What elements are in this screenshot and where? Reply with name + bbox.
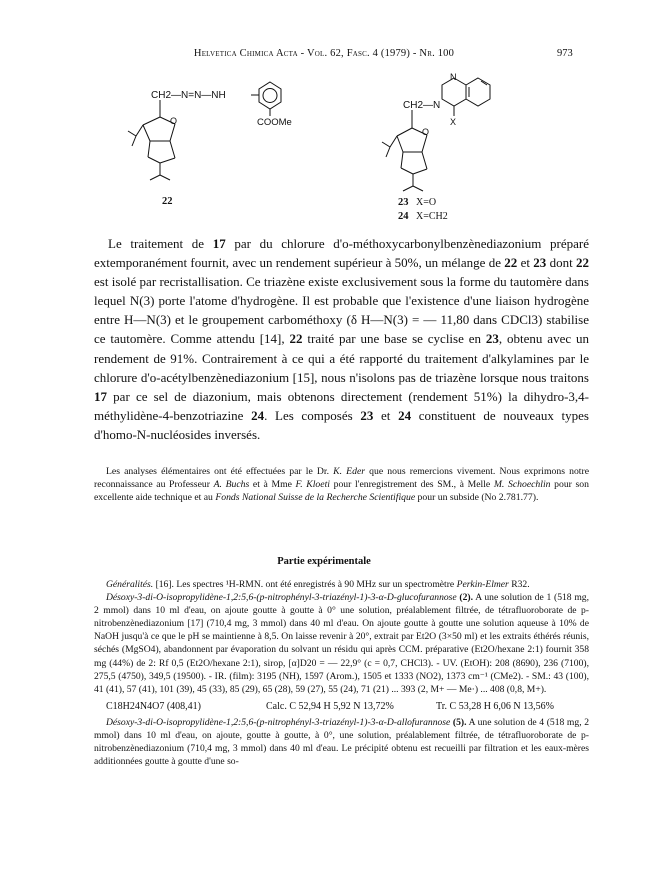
ring-oxygen-right: O [422,127,430,137]
aromatic-circle [263,89,277,103]
atom-n: N [450,72,457,82]
benzo-ring [466,78,490,106]
compound-2-paragraph: Désoxy-3-di-O-isopropylidène-1,2:5,6-(p-nitrophényl-3-triazényl-1)-3-α-D-glucofurannose (2). A une solution de 1 (518 mg, 2 mmol) dans 10 ml d'eau, on ajoute goutte à goutte à 0° une solution, préalablement filtrée, de tétrafluoroborate de p-nitrobenzènediazonium [17] (710,4 mg, 3 mmol) dans 40 ml d'eau. On ajoute goutte à goutte une solution aqueuse à 10% de NaOH jusqu'à ce que le pH se maintienne à 8,5. On laisse revenir à 20°, extrait par Et2O (3×50 ml) et les extraits éthérés réunis, séchés (MgSO4), abandonnent par évaporation du solvant un résidu qui après CCM. préparative (Et2O/hexane 2:1) fournit 358 mg (44%) de 2: Rf 0,5 (Et2O/hexane 2:1), sirop, [α]D20 = — 22,9° (c = 0,7, CHCl3). - UV. (EtOH): 208 (8690), 236 (7100), 275,5 (4750), 349,5 (19500). - IR. (film): 3195 (NH), 1597 (Arom.), 1505 et 1333 (NO2), 1373 cm⁻¹ (CMe2). - SM.: 43 (100), 41 (41), 57 (41), 101 (39), 45 (33), 85 (29), 65 (28), 59 (27), 55 (24), 71 (21) ... 393 (2, M+ — Me·) ... 408 (0,8, M+). [94,592,589,695]
triazine-ring [442,78,466,106]
elemental-analysis [106,700,589,713]
ester-label: COOMe [257,117,292,128]
experimental-section [94,578,589,768]
page-number: 973 [557,48,573,59]
structure-23-24 [382,72,490,222]
journal-header: Helvetica Chimica Acta - Vol. 62, Fasc. 4 (1979) - Nr. 100 [193,48,455,59]
ring-oxygen: O [170,116,178,126]
label-23: X=O [416,197,437,208]
label-24: X=CH2 [416,211,448,222]
anal-calc: Calc. C 52,94 H 5,92 N 13,72% [266,700,394,712]
section-title: Partie expérimentale [277,556,371,567]
compound-5-paragraph: Désoxy-3-di-O-isopropylidène-1,2:5,6-(p-nitrophényl-3-triazényl-1)-3-α-D-allofurannose (5). A une solution de 4 (518 mg, 2 mmol) dans 10 ml d'eau, on ajoute, goutte à goutte, à 0°, une solution, préalablement filtrée, de tétrafluoroborate de p-nitrobenzènediazonium (710,4 mg, 3 mmol) dans 40 ml d'eau. Le précipité obtenu est recueilli par filtration et les eaux-mères additionnées goutte à goutte d'une so- [94,716,590,768]
ch2-n-label: CH2—N [403,100,441,111]
acknowledgements [94,465,589,505]
ack-paragraph: Les analyses élémentaires ont été effectuées par le Dr. K. Eder que nous remercions vivement. Nous exprimons notre reconnaissance au Professeur A. Buchs et à Mme F. Kloeti pour l'enregistrement des SM., à Melle M. Schoechlin pour son excellente aide technique et au Fonds National Suisse de la Recherche Scientifique pour un subside (No 2.781.77). [94,466,590,504]
anal-formula: C18H24N4O7 (408,41) [106,700,201,712]
discussion-paragraph: Le traitement de 17 par du chlorure d'o-méthoxycarbonylbenzènediazonium préparé extemporanément fournit, avec un rendement supérieur à 50%, un mélange de 22 et 23 dont 22 est isolé par recristallisation. Ce triazène existe exclusivement sous la forme du tautomère dans lequel N(3) porte l'atome d'hydrogène. Il est probable que l'existence d'une liaison hydrogène entre H—N(3) et le groupement carbométhoxy (δ H—N(3) = — 11,80 dans CDCl3) stabilise ce tautomère. Comme attendu [14], 22 traité par une base se cyclise en 23, obtenu avec un rendement de 91%. Contrairement à ce qui a été rapporté du traitement d'alkylamines par le chlorure d'o-acétylbenzènediazonium [15], nous n'isolons pas de triazène lorsque nous traitons 17 par ce sel de diazonium, mais obtenons directement (rendement 51%) la dihydro-3,4-méthylidène-4-benzotriazine 24. Les composés 23 et 24 constituent de nouveaux types d'homo-N-nucléosides inversés. [94,236,589,442]
benzene-ring [259,82,281,109]
main-paragraph [94,234,589,444]
generalities-paragraph: Généralités. [16]. Les spectres ¹H-RMN. ont été enregistrés à 90 MHz sur un spectromètre Perkin-Elmer R32. [106,579,530,590]
anal-found: Tr. C 53,28 H 6,06 N 13,56% [436,700,554,712]
compound-number-23: 23 [398,197,409,208]
structure-drawing [0,60,648,225]
structure-22 [128,82,292,207]
compound-number-22: 22 [162,196,173,207]
x-substituent: X [450,117,457,127]
triazene-chain-label: CH2—N=N—NH [151,90,226,101]
chemical-structures [0,60,648,225]
compound-number-24: 24 [398,211,409,222]
